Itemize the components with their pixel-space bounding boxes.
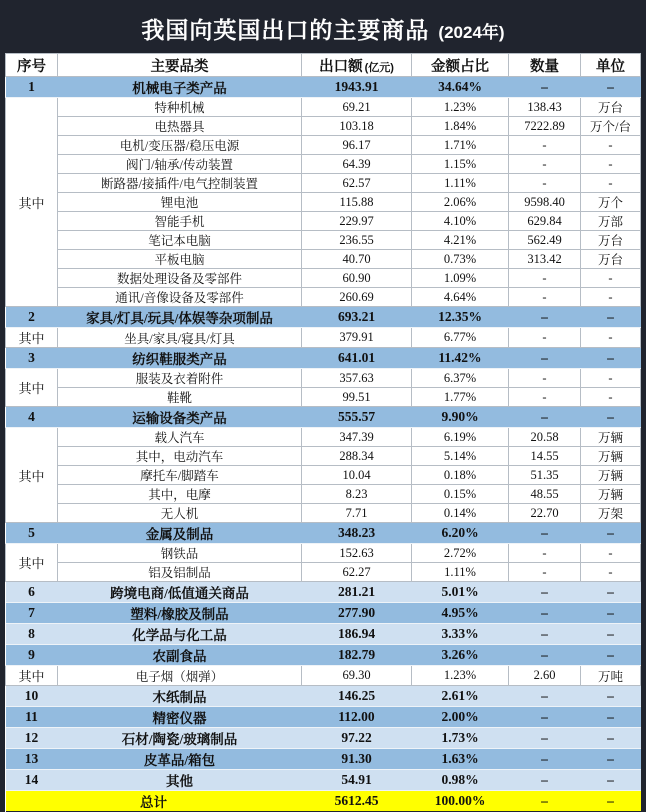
table-row [6,466,641,485]
cell-quantity-value: - [509,544,581,563]
cell-export-value: 146.25 [302,686,412,707]
cell-unit-value: – [581,603,641,624]
table-row [6,686,641,707]
cell-share-value: 4.10% [412,212,509,231]
cell-unit-value: – [581,348,641,369]
cell-quantity-value: – [509,582,581,603]
cell-share-value: 1.77% [412,388,509,407]
cell-export-value: 103.18 [302,117,412,136]
cell-category: 载人汽车 [58,428,302,447]
cell-export-value: 99.51 [302,388,412,407]
page-title: 我国向英国出口的主要商品 [141,17,430,43]
cell-category: 电子烟（烟弹） [58,666,302,686]
cell-unit-value: - [581,288,641,307]
total-export-value: 5612.45 [302,791,412,812]
cell-export-value: 186.94 [302,624,412,645]
row-serial-number: 11 [6,707,58,728]
cell-category: 锂电池 [58,193,302,212]
col-header-quantity: 数量 [509,54,581,77]
page-title-year: (2024年) [438,23,505,42]
cell-category: 跨境电商/低值通关商品 [58,582,302,603]
cell-share-value: 1.71% [412,136,509,155]
cell-quantity-value: 22.70 [509,504,581,523]
table-row [6,666,641,686]
cell-share-value: 1.23% [412,98,509,117]
cell-export-value: 152.63 [302,544,412,563]
cell-quantity-value: – [509,307,581,328]
table-row [6,544,641,563]
cell-unit-value: 万台 [581,231,641,250]
cell-category: 木纸制品 [58,686,302,707]
col-header-share: 金额占比 [412,54,509,77]
cell-category: 平板电脑 [58,250,302,269]
cell-unit-value: – [581,582,641,603]
cell-category: 其中，电摩 [58,485,302,504]
cell-category: 钢铁品 [58,544,302,563]
cell-quantity-value: – [509,645,581,666]
cell-category: 数据处理设备及零部件 [58,269,302,288]
cell-export-value: 229.97 [302,212,412,231]
cell-export-value: 115.88 [302,193,412,212]
row-serial-number: 7 [6,603,58,624]
cell-share-value: 0.73% [412,250,509,269]
among-which-label: 其中 [6,369,58,407]
cell-share-value: 12.35% [412,307,509,328]
cell-share-value: 1.63% [412,749,509,770]
cell-export-value: 69.21 [302,98,412,117]
cell-category: 家具/灯具/玩具/体娱等杂项制品 [58,307,302,328]
cell-category: 鞋靴 [58,388,302,407]
cell-export-value: 288.34 [302,447,412,466]
cell-category: 服装及衣着附件 [58,369,302,388]
cell-quantity-value: – [509,603,581,624]
cell-export-value: 260.69 [302,288,412,307]
cell-unit-value: 万个/台 [581,117,641,136]
table-row [6,250,641,269]
cell-category: 化学品与化工品 [58,624,302,645]
cell-category: 精密仪器 [58,707,302,728]
row-serial-number: 14 [6,770,58,791]
cell-category: 石材/陶瓷/玻璃制品 [58,728,302,749]
table-body [6,77,641,791]
among-which-label: 其中 [6,98,58,307]
cell-share-value: 1.11% [412,563,509,582]
cell-export-value: 96.17 [302,136,412,155]
col-header-export-label: 出口额 [319,58,363,75]
table-row [6,624,641,645]
cell-export-value: 91.30 [302,749,412,770]
row-serial-number: 6 [6,582,58,603]
table-row [6,563,641,582]
cell-share-value: 2.72% [412,544,509,563]
cell-share-value: 1.15% [412,155,509,174]
cell-quantity-value: – [509,77,581,98]
cell-share-value: 1.11% [412,174,509,193]
cell-share-value: 34.64% [412,77,509,98]
cell-share-value: 5.14% [412,447,509,466]
table-row [6,407,641,428]
cell-unit-value: 万辆 [581,428,641,447]
cell-category: 通讯/音像设备及零部件 [58,288,302,307]
total-row [6,791,641,812]
cell-category: 其中，电动汽车 [58,447,302,466]
header-row [6,54,641,77]
row-serial-number: 5 [6,523,58,544]
col-header-export [302,54,412,77]
cell-export-value: 555.57 [302,407,412,428]
cell-unit-value: 万辆 [581,485,641,504]
cell-share-value: 5.01% [412,582,509,603]
cell-category: 其他 [58,770,302,791]
cell-share-value: 6.37% [412,369,509,388]
cell-category: 农副食品 [58,645,302,666]
cell-share-value: 0.15% [412,485,509,504]
cell-category: 坐具/家具/寝具/灯具 [58,328,302,348]
cell-export-value: 54.91 [302,770,412,791]
table-row [6,369,641,388]
cell-export-value: 1943.91 [302,77,412,98]
cell-quantity-value: 51.35 [509,466,581,485]
cell-share-value: 1.23% [412,666,509,686]
table-row [6,193,641,212]
among-which-label: 其中 [6,328,58,348]
cell-category: 金属及制品 [58,523,302,544]
cell-export-value: 281.21 [302,582,412,603]
cell-share-value: 0.98% [412,770,509,791]
cell-quantity-value: – [509,348,581,369]
row-serial-number: 12 [6,728,58,749]
cell-unit-value: - [581,155,641,174]
row-serial-number: 4 [6,407,58,428]
cell-export-value: 112.00 [302,707,412,728]
cell-unit-value: – [581,770,641,791]
cell-share-value: 6.20% [412,523,509,544]
cell-share-value: 3.33% [412,624,509,645]
cell-export-value: 8.23 [302,485,412,504]
cell-unit-value: 万个 [581,193,641,212]
table-row [6,645,641,666]
table-row [6,707,641,728]
cell-category: 断路器/接插件/电气控制装置 [58,174,302,193]
row-serial-number: 1 [6,77,58,98]
table-row [6,98,641,117]
table-row [6,231,641,250]
cell-share-value: 9.90% [412,407,509,428]
cell-category: 笔记本电脑 [58,231,302,250]
table-row [6,136,641,155]
cell-quantity-value: 313.42 [509,250,581,269]
cell-category: 机械电子类产品 [58,77,302,98]
table-row [6,603,641,624]
cell-category: 摩托车/脚踏车 [58,466,302,485]
cell-export-value: 62.57 [302,174,412,193]
cell-unit-value: - [581,563,641,582]
cell-quantity-value: 7222.89 [509,117,581,136]
cell-share-value: 4.21% [412,231,509,250]
cell-quantity-value: – [509,523,581,544]
table-row [6,117,641,136]
table-row [6,749,641,770]
cell-share-value: 2.61% [412,686,509,707]
row-serial-number: 9 [6,645,58,666]
cell-quantity-value: - [509,563,581,582]
table-row [6,388,641,407]
cell-quantity-value: 2.60 [509,666,581,686]
cell-quantity-value: - [509,269,581,288]
cell-category: 电机/变压器/稳压电源 [58,136,302,155]
cell-category: 特种机械 [58,98,302,117]
cell-unit-value: 万台 [581,98,641,117]
table-row [6,269,641,288]
table-row [6,155,641,174]
cell-export-value: 277.90 [302,603,412,624]
table-row [6,770,641,791]
cell-export-value: 347.39 [302,428,412,447]
cell-unit-value: - [581,369,641,388]
total-unit-value: – [581,791,641,812]
among-which-label: 其中 [6,666,58,686]
cell-share-value: 0.18% [412,466,509,485]
cell-export-value: 641.01 [302,348,412,369]
table-row [6,348,641,369]
table-row [6,212,641,231]
cell-export-value: 64.39 [302,155,412,174]
cell-quantity-value: - [509,288,581,307]
cell-export-value: 379.91 [302,328,412,348]
cell-unit-value: – [581,645,641,666]
cell-unit-value: – [581,686,641,707]
cell-category: 电热器具 [58,117,302,136]
cell-share-value: 4.64% [412,288,509,307]
table-row [6,307,641,328]
cell-category: 无人机 [58,504,302,523]
cell-quantity-value: – [509,728,581,749]
cell-unit-value: 万部 [581,212,641,231]
col-header-category: 主要品类 [58,54,302,77]
cell-share-value: 0.14% [412,504,509,523]
cell-export-value: 182.79 [302,645,412,666]
total-label: 总计 [6,791,302,812]
cell-quantity-value: - [509,174,581,193]
cell-share-value: 6.77% [412,328,509,348]
figure-title-band [0,0,646,53]
table-row [6,523,641,544]
cell-category: 塑料/橡胶及制品 [58,603,302,624]
cell-export-value: 7.71 [302,504,412,523]
cell-quantity-value: 629.84 [509,212,581,231]
cell-unit-value: - [581,136,641,155]
cell-unit-value: – [581,307,641,328]
cell-unit-value: – [581,728,641,749]
cell-quantity-value: – [509,407,581,428]
cell-share-value: 6.19% [412,428,509,447]
cell-export-value: 693.21 [302,307,412,328]
row-serial-number: 10 [6,686,58,707]
export-table [5,53,641,812]
cell-share-value: 1.09% [412,269,509,288]
cell-unit-value: 万台 [581,250,641,269]
cell-export-value: 60.90 [302,269,412,288]
cell-unit-value: – [581,707,641,728]
cell-quantity-value: - [509,136,581,155]
cell-export-value: 348.23 [302,523,412,544]
cell-quantity-value: 138.43 [509,98,581,117]
cell-quantity-value: – [509,749,581,770]
cell-share-value: 4.95% [412,603,509,624]
row-serial-number: 3 [6,348,58,369]
table-row [6,77,641,98]
col-header-serial: 序号 [6,54,58,77]
cell-unit-value: - [581,174,641,193]
cell-export-value: 40.70 [302,250,412,269]
cell-category: 纺织鞋服类产品 [58,348,302,369]
cell-unit-value: – [581,749,641,770]
col-header-unit: 单位 [581,54,641,77]
total-share-value: 100.00% [412,791,509,812]
cell-export-value: 62.27 [302,563,412,582]
col-header-export-unit-note: (亿元) [364,61,394,74]
cell-unit-value: - [581,544,641,563]
cell-export-value: 97.22 [302,728,412,749]
cell-unit-value: – [581,77,641,98]
cell-quantity-value: - [509,328,581,348]
cell-quantity-value: – [509,624,581,645]
among-which-label: 其中 [6,544,58,582]
cell-unit-value: - [581,388,641,407]
cell-share-value: 1.84% [412,117,509,136]
cell-quantity-value: – [509,770,581,791]
cell-unit-value: - [581,269,641,288]
cell-share-value: 3.26% [412,645,509,666]
cell-unit-value: 万辆 [581,447,641,466]
cell-unit-value: 万架 [581,504,641,523]
cell-quantity-value: - [509,369,581,388]
table-row [6,288,641,307]
table-row [6,174,641,193]
table-row [6,582,641,603]
row-serial-number: 13 [6,749,58,770]
cell-quantity-value: - [509,388,581,407]
table-row [6,428,641,447]
cell-category: 皮革品/箱包 [58,749,302,770]
among-which-label: 其中 [6,428,58,523]
cell-export-value: 357.63 [302,369,412,388]
cell-quantity-value: 20.58 [509,428,581,447]
cell-unit-value: 万辆 [581,466,641,485]
cell-category: 运输设备类产品 [58,407,302,428]
cell-unit-value: – [581,624,641,645]
cell-unit-value: – [581,407,641,428]
cell-quantity-value: – [509,686,581,707]
cell-category: 阀门/轴承/传动装置 [58,155,302,174]
cell-quantity-value: 9598.40 [509,193,581,212]
total-quantity-value: – [509,791,581,812]
cell-export-value: 236.55 [302,231,412,250]
table-row [6,504,641,523]
table-row [6,328,641,348]
cell-quantity-value: - [509,155,581,174]
row-serial-number: 2 [6,307,58,328]
cell-share-value: 2.00% [412,707,509,728]
cell-share-value: 1.73% [412,728,509,749]
cell-share-value: 2.06% [412,193,509,212]
cell-quantity-value: – [509,707,581,728]
cell-export-value: 10.04 [302,466,412,485]
cell-unit-value: – [581,523,641,544]
cell-export-value: 69.30 [302,666,412,686]
cell-quantity-value: 48.55 [509,485,581,504]
table-row [6,447,641,466]
cell-category: 铝及铝制品 [58,563,302,582]
row-serial-number: 8 [6,624,58,645]
cell-share-value: 11.42% [412,348,509,369]
cell-unit-value: 万吨 [581,666,641,686]
cell-quantity-value: 14.55 [509,447,581,466]
cell-quantity-value: 562.49 [509,231,581,250]
cell-category: 智能手机 [58,212,302,231]
cell-unit-value: - [581,328,641,348]
table-row [6,485,641,504]
